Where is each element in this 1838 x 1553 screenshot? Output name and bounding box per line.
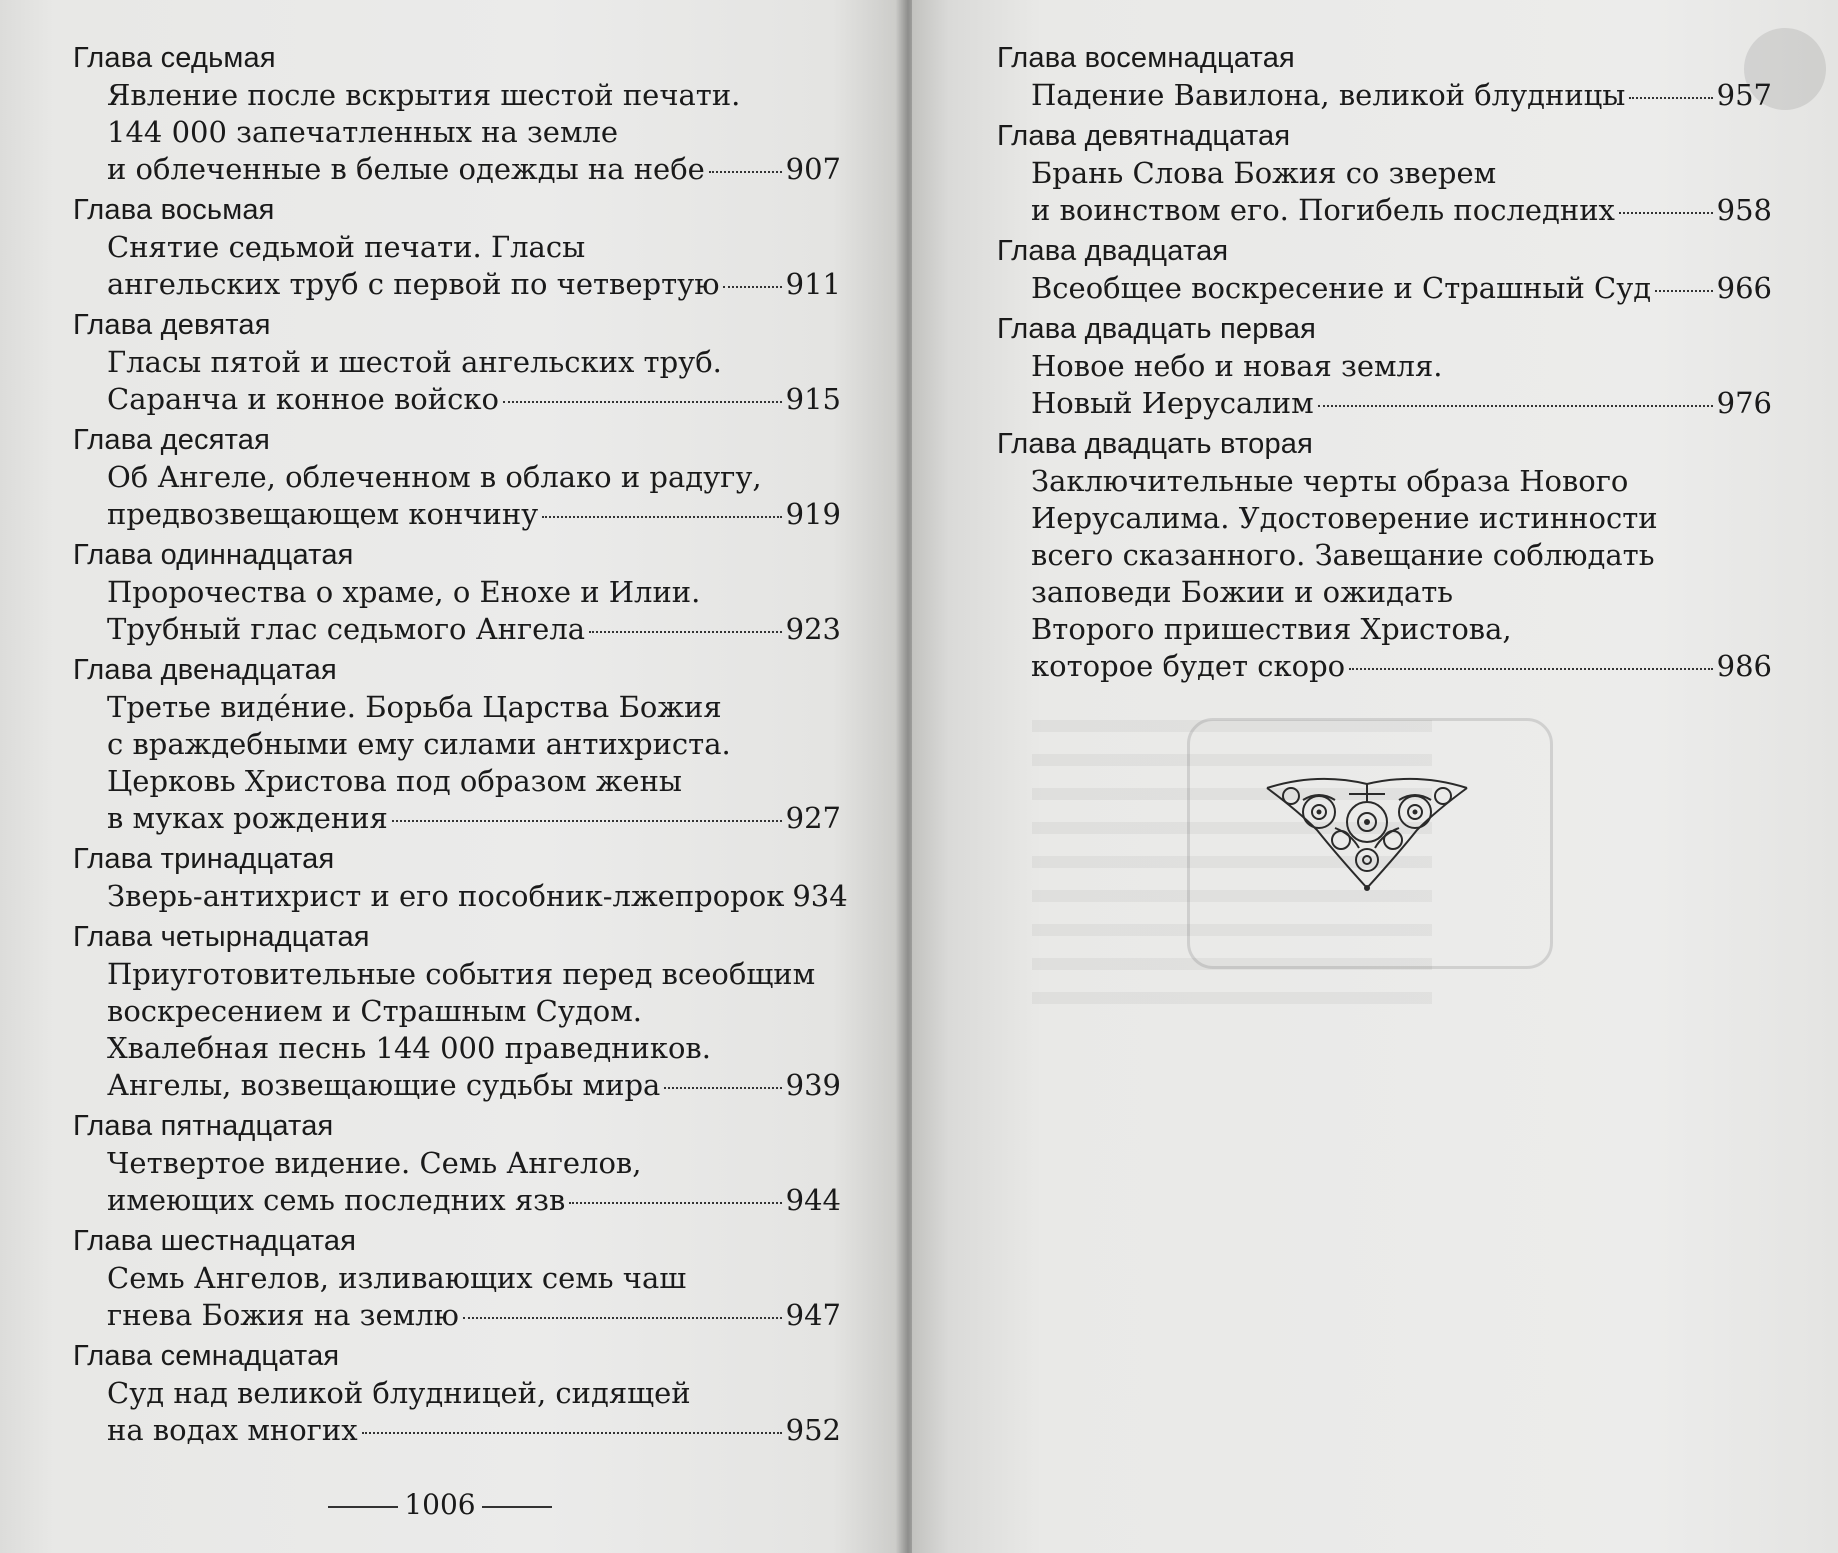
page-ref: 986 — [1716, 649, 1772, 683]
description-text: Саранча и конное войско — [107, 382, 499, 416]
description-line — [107, 574, 841, 611]
toc-entry — [997, 311, 1772, 422]
ornament-vignette-icon — [1257, 770, 1477, 895]
dot-leader — [723, 286, 781, 288]
right-page — [912, 0, 1838, 1553]
right-toc — [997, 40, 1772, 689]
description-line — [107, 1375, 841, 1412]
dot-leader — [589, 631, 782, 633]
description-line — [1031, 192, 1772, 229]
description-text: заповеди Божии и ожидать — [1031, 575, 1454, 609]
chapter-description — [73, 344, 841, 418]
toc-entry — [73, 841, 848, 915]
chapter-description — [73, 1145, 841, 1219]
description-line — [1031, 500, 1772, 537]
description-text: Новый Иерусалим — [1031, 386, 1314, 420]
dot-leader — [503, 401, 782, 403]
chapter-heading: Глава восьмая — [73, 194, 275, 226]
chapter-heading: Глава двенадцатая — [73, 654, 337, 686]
description-line — [107, 459, 841, 496]
dot-leader — [1349, 668, 1712, 670]
dot-leader — [709, 171, 782, 173]
description-text: на водах многих — [107, 1413, 358, 1447]
page-ref: 957 — [1716, 78, 1772, 112]
folio-rule-left — [328, 1506, 398, 1508]
description-line — [107, 1182, 841, 1219]
description-line — [1031, 270, 1772, 307]
chapter-heading: Глава пятнадцатая — [73, 1110, 334, 1142]
description-text: и воинством его. Погибель последних — [1031, 193, 1615, 227]
description-text: Трубный глас седьмого Ангела — [107, 612, 586, 646]
description-line — [107, 993, 841, 1030]
page-ref: 923 — [785, 612, 841, 646]
description-text: Церковь Христова под образом жены — [107, 764, 682, 798]
chapter-description — [73, 1375, 841, 1449]
description-line — [107, 1030, 841, 1067]
toc-entry — [73, 422, 841, 533]
chapter-description — [73, 878, 848, 915]
description-text: Заключительные черты образа Нового — [1031, 464, 1629, 498]
description-line — [107, 1067, 841, 1104]
description-text: Новое небо и новая земля. — [1031, 349, 1443, 383]
description-text: Третье виде́ние. Борьба Царства Божия — [107, 690, 722, 724]
chapter-description — [73, 574, 841, 648]
description-text: Ангелы, возвещающие судьбы мира — [107, 1068, 661, 1102]
chapter-heading: Глава шестнадцатая — [73, 1225, 357, 1257]
page-ref: 907 — [785, 152, 841, 186]
page-ref: 915 — [785, 382, 841, 416]
dot-leader — [1318, 405, 1713, 407]
page-ref: 911 — [785, 267, 841, 301]
description-line — [107, 151, 841, 188]
description-text: предвозвещающем кончину — [107, 497, 539, 531]
page-folio — [300, 1488, 580, 1522]
description-line — [107, 114, 841, 151]
toc-entry — [73, 307, 841, 418]
chapter-description — [73, 1260, 841, 1334]
dot-leader — [463, 1317, 782, 1319]
chapter-heading: Глава девятая — [73, 309, 271, 341]
description-text: Четвертое видение. Семь Ангелов, — [107, 1146, 642, 1180]
description-text: Гласы пятой и шестой ангельских труб. — [107, 345, 722, 379]
description-text: Хвалебная песнь 144 000 праведников. — [107, 1031, 711, 1065]
page-ref: 939 — [785, 1068, 841, 1102]
description-line — [107, 1260, 841, 1297]
description-line — [107, 77, 841, 114]
chapter-heading: Глава двадцатая — [997, 235, 1229, 267]
description-line — [107, 229, 841, 266]
chapter-heading: Глава двадцать вторая — [997, 428, 1314, 460]
page-ref: 947 — [785, 1298, 841, 1332]
chapter-description — [73, 956, 841, 1104]
dot-leader — [392, 820, 782, 822]
description-line — [107, 956, 841, 993]
description-text: Всеобщее воскресение и Страшный Суд — [1031, 271, 1652, 305]
dot-leader — [1619, 212, 1713, 214]
toc-entry — [73, 919, 841, 1104]
chapter-heading: Глава четырнадцатая — [73, 921, 370, 953]
description-line — [107, 611, 841, 648]
description-text: Падение Вавилона, великой блудницы — [1031, 78, 1626, 112]
chapter-heading: Глава восемнадцатая — [997, 42, 1295, 74]
description-line — [1031, 574, 1772, 611]
description-line — [1031, 77, 1772, 114]
chapter-description — [997, 463, 1772, 685]
page-ref: 976 — [1716, 386, 1772, 420]
description-text: Семь Ангелов, изливающих семь чаш — [107, 1261, 687, 1295]
folio-rule-right — [482, 1506, 552, 1508]
chapter-heading: Глава семнадцатая — [73, 1340, 340, 1372]
description-text: Иерусалима. Удостоверение истинности — [1031, 501, 1658, 535]
description-line — [107, 496, 841, 533]
description-text: с враждебными ему силами антихриста. — [107, 727, 731, 761]
description-line — [1031, 155, 1772, 192]
description-text: Пророчества о храме, о Енохе и Илии. — [107, 575, 701, 609]
description-line — [1031, 611, 1772, 648]
chapter-heading: Глава девятнадцатая — [997, 120, 1291, 152]
description-line — [1031, 348, 1772, 385]
chapter-description — [73, 689, 841, 837]
description-text: Суд над великой блудницей, сидящей — [107, 1376, 691, 1410]
dot-leader — [362, 1432, 782, 1434]
description-text: ангельских труб с первой по четвертую — [107, 267, 720, 301]
description-text: гнева Божия на землю — [107, 1298, 459, 1332]
page-number: 1006 — [404, 1488, 476, 1521]
dot-leader — [1629, 97, 1712, 99]
description-line — [107, 266, 841, 303]
description-line — [107, 344, 841, 381]
description-line — [107, 689, 841, 726]
toc-entry — [997, 40, 1772, 114]
toc-entry — [73, 652, 841, 837]
dot-leader — [1655, 290, 1713, 292]
chapter-heading: Глава одиннадцатая — [73, 539, 354, 571]
toc-entry — [73, 1108, 841, 1219]
page-ref: 927 — [785, 801, 841, 835]
dot-leader — [569, 1202, 781, 1204]
toc-entry — [73, 1223, 841, 1334]
description-line — [107, 381, 841, 418]
description-line — [1031, 537, 1772, 574]
page-ref: 944 — [785, 1183, 841, 1217]
chapter-description — [997, 77, 1772, 114]
toc-entry — [73, 192, 841, 303]
toc-entry — [73, 537, 841, 648]
description-text: Об Ангеле, облеченном в облако и радугу, — [107, 460, 762, 494]
chapter-description — [73, 459, 841, 533]
toc-entry — [73, 1338, 841, 1449]
chapter-description — [997, 348, 1772, 422]
chapter-heading: Глава десятая — [73, 424, 271, 456]
description-line — [107, 1412, 841, 1449]
description-text: в муках рождения — [107, 801, 388, 835]
description-text: Явление после вскрытия шестой печати. — [107, 78, 741, 112]
description-text: Приуготовительные события перед всеобщим — [107, 957, 816, 991]
chapter-description — [73, 229, 841, 303]
chapter-description — [997, 270, 1772, 307]
left-page — [0, 0, 905, 1553]
description-line — [107, 878, 848, 915]
left-toc — [73, 40, 848, 1453]
description-line — [107, 763, 841, 800]
chapter-heading: Глава двадцать первая — [997, 313, 1317, 345]
description-line — [107, 800, 841, 837]
description-text: воскресением и Страшным Судом. — [107, 994, 642, 1028]
page-ref: 958 — [1716, 193, 1772, 227]
page-ref: 919 — [785, 497, 841, 531]
page-ref: 934 — [792, 879, 848, 913]
page-ref: 966 — [1716, 271, 1772, 305]
description-line — [107, 726, 841, 763]
description-line — [107, 1297, 841, 1334]
description-text: имеющих семь последних язв — [107, 1183, 566, 1217]
description-text: Снятие седьмой печати. Гласы — [107, 230, 586, 264]
dot-leader — [542, 516, 781, 518]
description-text: всего сказанного. Завещание соблюдать — [1031, 538, 1655, 572]
page-ref: 952 — [785, 1413, 841, 1447]
description-line — [1031, 648, 1772, 685]
toc-entry — [997, 426, 1772, 685]
chapter-description — [73, 77, 841, 188]
toc-entry — [997, 233, 1772, 307]
description-text: Второго пришествия Христова, — [1031, 612, 1512, 646]
chapter-heading: Глава седьмая — [73, 42, 276, 74]
description-line — [1031, 385, 1772, 422]
toc-entry — [997, 118, 1772, 229]
description-line — [107, 1145, 841, 1182]
dot-leader — [664, 1087, 781, 1089]
description-text: и облеченные в белые одежды на небе — [107, 152, 705, 186]
toc-entry — [73, 40, 841, 188]
description-text: которое будет скоро — [1031, 649, 1346, 683]
description-line — [1031, 463, 1772, 500]
chapter-description — [997, 155, 1772, 229]
chapter-heading: Глава тринадцатая — [73, 843, 335, 875]
description-text: Зверь-антихрист и его пособник-лжепророк — [107, 879, 785, 913]
description-text: Брань Слова Божия со зверем — [1031, 156, 1497, 190]
description-text: 144 000 запечатленных на земле — [107, 115, 619, 149]
